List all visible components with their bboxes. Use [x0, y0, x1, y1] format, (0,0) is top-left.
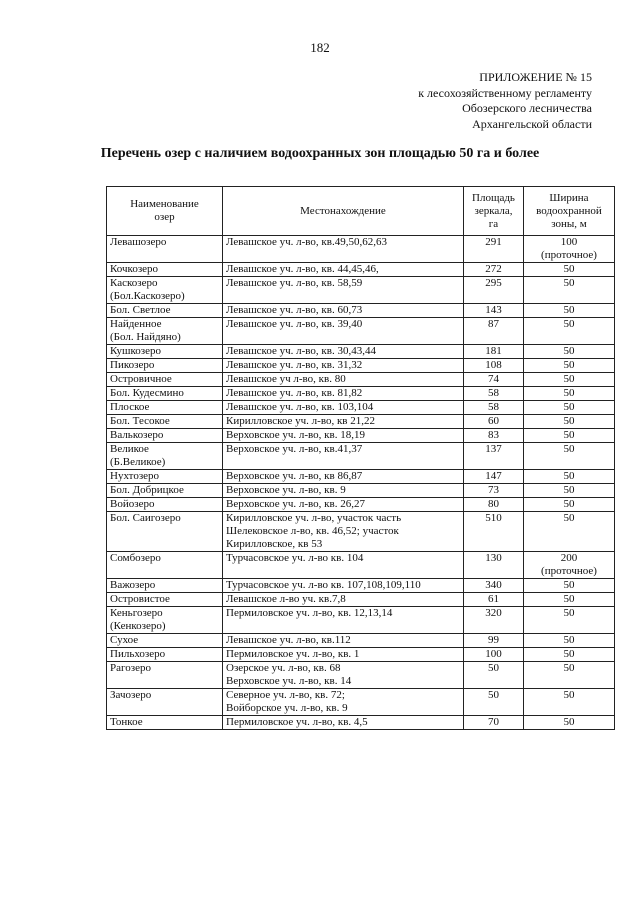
- lake-name-cell: Бол. Кудесмино: [107, 387, 223, 401]
- table-row: [107, 263, 615, 277]
- table-row: [107, 443, 615, 470]
- header-width: Ширина водоохранной зоны, м: [524, 187, 615, 236]
- lake-zone-width-cell: 50: [524, 318, 615, 345]
- lake-name-cell: Валькозеро: [107, 429, 223, 443]
- table-row: [107, 716, 615, 730]
- lake-zone-width-cell: 50: [524, 429, 615, 443]
- lake-name-cell: Великое (Б.Великое): [107, 443, 223, 470]
- lake-name-cell: Рагозеро: [107, 662, 223, 689]
- lake-location-cell: Кирилловское уч. л-во, кв 21,22: [223, 415, 464, 429]
- table-row: [107, 662, 615, 689]
- lake-name-cell: Пикозеро: [107, 359, 223, 373]
- lake-name-cell: Бол. Добрицкое: [107, 484, 223, 498]
- appendix-line: Архангельской области: [472, 116, 592, 131]
- appendix-line: Обозерского лесничества: [462, 101, 592, 115]
- lake-location-cell: Пермиловское уч. л-во, кв. 4,5: [223, 716, 464, 730]
- lake-zone-width-cell: 50: [524, 415, 615, 429]
- lake-area-cell: 60: [464, 415, 524, 429]
- lake-location-cell: Левашское уч. л-во, кв.49,50,62,63: [223, 236, 464, 263]
- lake-area-cell: 99: [464, 634, 524, 648]
- table-row: [107, 579, 615, 593]
- lake-area-cell: 510: [464, 512, 524, 552]
- lake-zone-width-cell: 50: [524, 470, 615, 484]
- lake-location-cell: Левашское уч. л-во, кв. 81,82: [223, 387, 464, 401]
- table-body: [107, 236, 615, 730]
- table-row: [107, 484, 615, 498]
- lake-zone-width-cell: 50: [524, 263, 615, 277]
- table-row: [107, 277, 615, 304]
- lake-name-cell: Островистое: [107, 593, 223, 607]
- lake-zone-width-cell: 50: [524, 593, 615, 607]
- table-row: [107, 498, 615, 512]
- lake-location-cell: Левашское уч. л-во, кв. 30,43,44: [223, 345, 464, 359]
- lake-area-cell: 58: [464, 401, 524, 415]
- lake-name-cell: Левашозеро: [107, 236, 223, 263]
- table-row: [107, 593, 615, 607]
- lake-zone-width-cell: 50: [524, 512, 615, 552]
- lake-area-cell: 80: [464, 498, 524, 512]
- lake-name-cell: Найденное (Бол. Найдяно): [107, 318, 223, 345]
- lake-area-cell: 61: [464, 593, 524, 607]
- lake-location-cell: Левашское уч. л-во, кв. 60,73: [223, 304, 464, 318]
- lake-location-cell: Пермиловское уч. л-во, кв. 12,13,14: [223, 607, 464, 634]
- lake-zone-width-cell: 200 (проточное): [524, 552, 615, 579]
- lake-area-cell: 295: [464, 277, 524, 304]
- lake-zone-width-cell: 50: [524, 662, 615, 689]
- document-title: Перечень озер с наличием водоохранных зон площадью 50 га и более: [100, 146, 540, 161]
- lake-area-cell: 143: [464, 304, 524, 318]
- lake-location-cell: Озерское уч. л-во, кв. 68 Верховское уч. л-во, кв. 14: [223, 662, 464, 689]
- lake-name-cell: Сомбозеро: [107, 552, 223, 579]
- lake-location-cell: Верховское уч. л-во, кв.41,37: [223, 443, 464, 470]
- table-row: [107, 689, 615, 716]
- header-name: Наименование озер: [107, 187, 223, 236]
- lake-zone-width-cell: 50: [524, 648, 615, 662]
- table-row: [107, 401, 615, 415]
- lake-zone-width-cell: 50: [524, 359, 615, 373]
- lake-name-cell: Каскозеро (Бол.Каскозеро): [107, 277, 223, 304]
- table-row: [107, 607, 615, 634]
- table-header-row: [107, 187, 615, 236]
- table-row: [107, 552, 615, 579]
- lake-zone-width-cell: 50: [524, 304, 615, 318]
- lake-name-cell: Бол. Тесокое: [107, 415, 223, 429]
- lake-zone-width-cell: 50: [524, 401, 615, 415]
- appendix-heading: [418, 70, 592, 132]
- lake-location-cell: Пермиловское уч. л-во, кв. 1: [223, 648, 464, 662]
- lake-name-cell: Сухое: [107, 634, 223, 648]
- table-row: [107, 345, 615, 359]
- appendix-line: к лесохозяйственному регламенту: [418, 85, 592, 100]
- lake-zone-width-cell: 50: [524, 443, 615, 470]
- lake-name-cell: Плоское: [107, 401, 223, 415]
- table-row: [107, 359, 615, 373]
- table-row: [107, 304, 615, 318]
- lake-name-cell: Бол. Светлое: [107, 304, 223, 318]
- table-row: [107, 634, 615, 648]
- table-row: [107, 387, 615, 401]
- appendix-line: ПРИЛОЖЕНИЕ № 15: [479, 70, 592, 84]
- lake-location-cell: Верховское уч. л-во, кв. 9: [223, 484, 464, 498]
- table-row: [107, 470, 615, 484]
- table-row: [107, 648, 615, 662]
- lake-area-cell: 137: [464, 443, 524, 470]
- lake-area-cell: 83: [464, 429, 524, 443]
- lake-zone-width-cell: 50: [524, 484, 615, 498]
- lake-name-cell: Зачозеро: [107, 689, 223, 716]
- table-row: [107, 429, 615, 443]
- lake-location-cell: Левашское уч. л-во, кв. 103,104: [223, 401, 464, 415]
- lake-zone-width-cell: 50: [524, 716, 615, 730]
- lake-area-cell: 291: [464, 236, 524, 263]
- lake-area-cell: 272: [464, 263, 524, 277]
- lake-location-cell: Левашское л-во уч. кв.7,8: [223, 593, 464, 607]
- table-row: [107, 236, 615, 263]
- header-location: Местонахождение: [223, 187, 464, 236]
- table-row: [107, 415, 615, 429]
- lake-zone-width-cell: 100 (проточное): [524, 236, 615, 263]
- lake-location-cell: Верховское уч. л-во, кв 86,87: [223, 470, 464, 484]
- lake-location-cell: Турчасовское уч. л-во кв. 104: [223, 552, 464, 579]
- page-number: 182: [310, 40, 330, 55]
- lake-area-cell: 74: [464, 373, 524, 387]
- lake-location-cell: Кирилловское уч. л-во, участок часть Шелековское л-во, кв. 46,52; участок Кирилловское, кв 53: [223, 512, 464, 552]
- lake-zone-width-cell: 50: [524, 277, 615, 304]
- lake-name-cell: Пильхозеро: [107, 648, 223, 662]
- lake-name-cell: Важозеро: [107, 579, 223, 593]
- lake-area-cell: 320: [464, 607, 524, 634]
- table-row: [107, 512, 615, 552]
- lake-location-cell: Турчасовское уч. л-во кв. 107,108,109,110: [223, 579, 464, 593]
- lake-area-cell: 58: [464, 387, 524, 401]
- lake-name-cell: Кушкозеро: [107, 345, 223, 359]
- lake-zone-width-cell: 50: [524, 607, 615, 634]
- lake-name-cell: Бол. Саигозеро: [107, 512, 223, 552]
- lake-location-cell: Верховское уч. л-во, кв. 18,19: [223, 429, 464, 443]
- lake-name-cell: Островичное: [107, 373, 223, 387]
- lake-area-cell: 181: [464, 345, 524, 359]
- lake-location-cell: Левашское уч л-во, кв. 80: [223, 373, 464, 387]
- lake-location-cell: Верховское уч. л-во, кв. 26,27: [223, 498, 464, 512]
- lake-area-cell: 100: [464, 648, 524, 662]
- lake-area-cell: 50: [464, 689, 524, 716]
- lake-area-cell: 130: [464, 552, 524, 579]
- lake-zone-width-cell: 50: [524, 579, 615, 593]
- table-row: [107, 373, 615, 387]
- lake-zone-width-cell: 50: [524, 498, 615, 512]
- lake-location-cell: Левашское уч. л-во, кв. 31,32: [223, 359, 464, 373]
- lake-zone-width-cell: 50: [524, 689, 615, 716]
- lake-area-cell: 340: [464, 579, 524, 593]
- lake-name-cell: Нухтозеро: [107, 470, 223, 484]
- lakes-table: [106, 186, 615, 730]
- lake-name-cell: Кочкозеро: [107, 263, 223, 277]
- lake-location-cell: Левашское уч. л-во, кв. 39,40: [223, 318, 464, 345]
- header-area: Площадь зеркала, га: [464, 187, 524, 236]
- lake-name-cell: Войозеро: [107, 498, 223, 512]
- lake-zone-width-cell: 50: [524, 345, 615, 359]
- lake-zone-width-cell: 50: [524, 387, 615, 401]
- lake-location-cell: Левашское уч. л-во, кв. 58,59: [223, 277, 464, 304]
- lake-area-cell: 50: [464, 662, 524, 689]
- table-row: [107, 318, 615, 345]
- lake-area-cell: 147: [464, 470, 524, 484]
- lake-name-cell: Кеньгозеро (Кенкозеро): [107, 607, 223, 634]
- lake-location-cell: Северное уч. л-во, кв. 72; Войборское уч. л-во, кв. 9: [223, 689, 464, 716]
- lake-zone-width-cell: 50: [524, 373, 615, 387]
- lake-location-cell: Левашское уч. л-во, кв. 44,45,46,: [223, 263, 464, 277]
- lake-area-cell: 73: [464, 484, 524, 498]
- lake-name-cell: Тонкое: [107, 716, 223, 730]
- lake-area-cell: 87: [464, 318, 524, 345]
- lake-zone-width-cell: 50: [524, 634, 615, 648]
- lake-area-cell: 108: [464, 359, 524, 373]
- lake-location-cell: Левашское уч. л-во, кв.112: [223, 634, 464, 648]
- lake-area-cell: 70: [464, 716, 524, 730]
